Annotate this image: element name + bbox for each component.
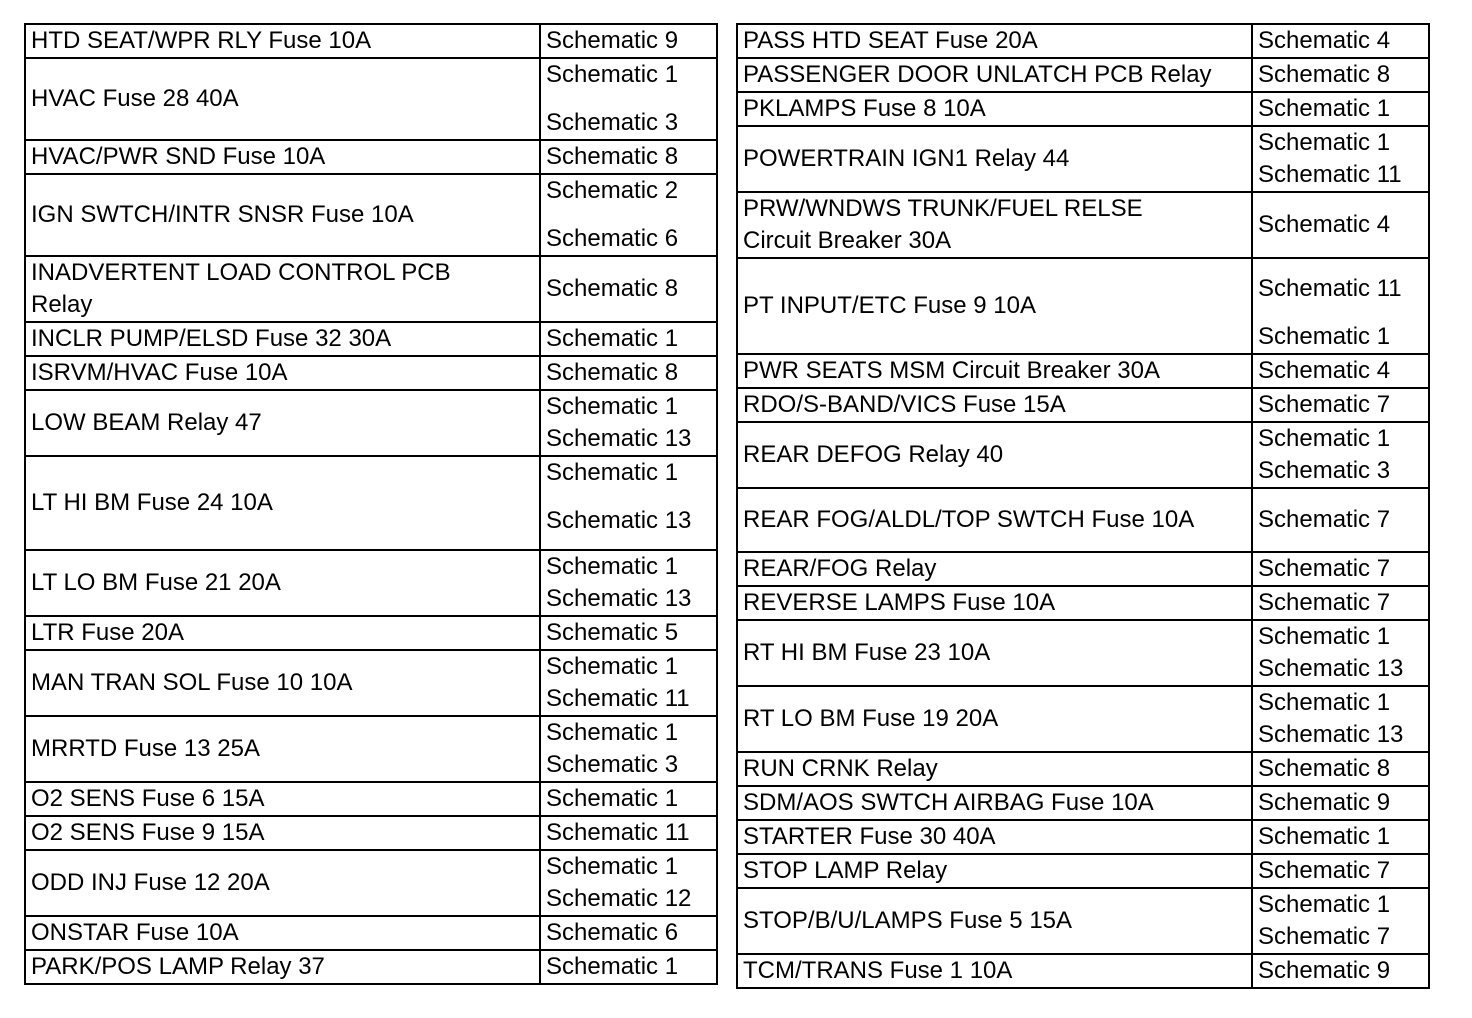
component-name: PARK/POS LAMP Relay 37 <box>25 950 540 984</box>
schematic-cell <box>540 916 717 950</box>
schematic-ref: Schematic 13 <box>546 585 692 612</box>
schematic-ref: Schematic 8 <box>546 275 679 302</box>
fuse-table-right <box>736 23 1430 989</box>
component-name: RDO/S-BAND/VICS Fuse 15A <box>737 388 1252 422</box>
schematic-ref: Schematic 1 <box>546 325 679 352</box>
component-name: STARTER Fuse 30 40A <box>737 820 1252 854</box>
component-name: LT LO BM Fuse 21 20A <box>25 550 540 616</box>
schematic-cell <box>540 140 717 174</box>
schematic-ref: Schematic 3 <box>546 751 679 778</box>
component-name: REVERSE LAMPS Fuse 10A <box>737 586 1252 620</box>
table-row <box>737 24 1429 58</box>
table-row <box>737 354 1429 388</box>
schematic-cell <box>1252 354 1429 388</box>
schematic-cell <box>540 716 717 782</box>
component-name <box>737 192 1252 258</box>
schematic-ref: Schematic 5 <box>546 619 679 646</box>
schematic-ref: Schematic 11 <box>1258 161 1402 188</box>
component-name: MAN TRAN SOL Fuse 10 10A <box>25 650 540 716</box>
component-name <box>25 256 540 322</box>
schematic-ref: Schematic 12 <box>546 885 692 912</box>
schematic-ref: Schematic 1 <box>1258 129 1391 156</box>
table-row <box>25 390 717 456</box>
schematic-ref: Schematic 7 <box>1258 857 1391 884</box>
table-row <box>25 716 717 782</box>
table-row <box>737 126 1429 192</box>
schematic-ref: Schematic 13 <box>1258 655 1404 682</box>
schematic-cell <box>1252 24 1429 58</box>
schematic-cell <box>540 782 717 816</box>
schematic-cell <box>1252 888 1429 954</box>
schematic-ref: Schematic 4 <box>1258 357 1391 384</box>
component-name-text: INADVERTENT LOAD CONTROL PCB Relay <box>31 259 451 318</box>
component-name: IGN SWTCH/INTR SNSR Fuse 10A <box>25 174 540 256</box>
schematic-cell <box>1252 620 1429 686</box>
schematic-ref: Schematic 1 <box>546 785 679 812</box>
schematic-ref: Schematic 1 <box>1258 425 1391 452</box>
table-row <box>25 322 717 356</box>
schematic-ref: Schematic 1 <box>1258 623 1391 650</box>
table-row <box>737 58 1429 92</box>
schematic-cell <box>1252 58 1429 92</box>
component-name: HTD SEAT/WPR RLY Fuse 10A <box>25 24 540 58</box>
component-name: RUN CRNK Relay <box>737 752 1252 786</box>
table-row <box>737 686 1429 752</box>
component-name: TCM/TRANS Fuse 1 10A <box>737 954 1252 988</box>
table-row <box>737 820 1429 854</box>
schematic-ref: Schematic 3 <box>546 109 679 136</box>
schematic-ref: Schematic 1 <box>546 719 679 746</box>
component-name: HVAC/PWR SND Fuse 10A <box>25 140 540 174</box>
schematic-cell <box>1252 686 1429 752</box>
component-name: PKLAMPS Fuse 8 10A <box>737 92 1252 126</box>
schematic-ref: Schematic 1 <box>1258 689 1391 716</box>
component-name: HVAC Fuse 28 40A <box>25 58 540 140</box>
table-row <box>25 256 717 322</box>
schematic-cell <box>540 24 717 58</box>
schematic-cell <box>540 550 717 616</box>
table-row <box>737 854 1429 888</box>
schematic-ref: Schematic 2 <box>546 177 679 204</box>
component-name: SDM/AOS SWTCH AIRBAG Fuse 10A <box>737 786 1252 820</box>
schematic-cell <box>540 356 717 390</box>
schematic-ref: Schematic 13 <box>546 507 692 534</box>
schematic-ref: Schematic 9 <box>1258 957 1391 984</box>
table-row <box>737 552 1429 586</box>
schematic-ref: Schematic 7 <box>1258 391 1391 418</box>
table-row <box>25 140 717 174</box>
component-name: REAR/FOG Relay <box>737 552 1252 586</box>
schematic-cell <box>540 390 717 456</box>
component-name: O2 SENS Fuse 9 15A <box>25 816 540 850</box>
table-row <box>737 786 1429 820</box>
table-row <box>737 888 1429 954</box>
table-row <box>25 650 717 716</box>
component-name: ODD INJ Fuse 12 20A <box>25 850 540 916</box>
component-name: STOP LAMP Relay <box>737 854 1252 888</box>
schematic-ref: Schematic 11 <box>546 685 690 712</box>
component-name: LT HI BM Fuse 24 10A <box>25 456 540 550</box>
fuse-table-left <box>24 23 718 985</box>
schematic-cell <box>1252 258 1429 354</box>
component-name: POWERTRAIN IGN1 Relay 44 <box>737 126 1252 192</box>
schematic-cell <box>1252 854 1429 888</box>
component-name: ONSTAR Fuse 10A <box>25 916 540 950</box>
schematic-ref: Schematic 7 <box>1258 506 1391 533</box>
schematic-ref: Schematic 6 <box>546 919 679 946</box>
table-row <box>25 58 717 140</box>
schematic-ref: Schematic 8 <box>546 359 679 386</box>
schematic-ref: Schematic 1 <box>1258 823 1391 850</box>
component-name: INCLR PUMP/ELSD Fuse 32 30A <box>25 322 540 356</box>
schematic-cell <box>1252 552 1429 586</box>
table-row <box>25 456 717 550</box>
schematic-ref: Schematic 11 <box>546 819 690 846</box>
component-name: O2 SENS Fuse 6 15A <box>25 782 540 816</box>
component-name: PWR SEATS MSM Circuit Breaker 30A <box>737 354 1252 388</box>
table-row <box>737 192 1429 258</box>
schematic-cell <box>1252 488 1429 552</box>
table-row <box>737 586 1429 620</box>
table-row <box>25 816 717 850</box>
schematic-ref: Schematic 7 <box>1258 555 1391 582</box>
schematic-cell <box>1252 92 1429 126</box>
schematic-cell <box>540 58 717 140</box>
schematic-cell <box>1252 586 1429 620</box>
spacer <box>1258 259 1428 273</box>
component-name: LOW BEAM Relay 47 <box>25 390 540 456</box>
schematic-ref: Schematic 1 <box>546 393 679 420</box>
schematic-ref: Schematic 13 <box>546 425 692 452</box>
schematic-cell <box>540 816 717 850</box>
component-name: STOP/B/U/LAMPS Fuse 5 15A <box>737 888 1252 954</box>
schematic-ref: Schematic 4 <box>1258 211 1391 238</box>
component-name: ISRVM/HVAC Fuse 10A <box>25 356 540 390</box>
schematic-cell <box>1252 820 1429 854</box>
table-row <box>737 258 1429 354</box>
schematic-ref: Schematic 1 <box>546 653 679 680</box>
table-row <box>737 92 1429 126</box>
table-row <box>25 916 717 950</box>
table-row <box>25 550 717 616</box>
schematic-ref: Schematic 6 <box>546 225 679 252</box>
schematic-cell <box>1252 388 1429 422</box>
table-row <box>25 174 717 256</box>
component-name-text: PRW/WNDWS TRUNK/FUEL RELSE Circuit Breaker 30A <box>743 195 1143 254</box>
component-name <box>737 58 1252 92</box>
schematic-ref: Schematic 1 <box>546 953 679 980</box>
schematic-cell <box>540 650 717 716</box>
schematic-cell <box>540 616 717 650</box>
table-row <box>25 356 717 390</box>
schematic-ref: Schematic 8 <box>1258 755 1391 782</box>
table-row <box>737 422 1429 488</box>
table-row <box>25 850 717 916</box>
schematic-ref: Schematic 4 <box>1258 27 1391 54</box>
schematic-ref: Schematic 8 <box>546 143 679 170</box>
schematic-cell <box>1252 752 1429 786</box>
schematic-ref: Schematic 1 <box>546 459 679 486</box>
schematic-cell <box>540 850 717 916</box>
component-name: RT HI BM Fuse 23 10A <box>737 620 1252 686</box>
component-name: RT LO BM Fuse 19 20A <box>737 686 1252 752</box>
schematic-ref: Schematic 3 <box>1258 457 1391 484</box>
component-name: REAR DEFOG Relay 40 <box>737 422 1252 488</box>
table-row <box>737 752 1429 786</box>
schematic-cell <box>1252 954 1429 988</box>
schematic-ref: Schematic 1 <box>546 853 679 880</box>
schematic-ref: Schematic 8 <box>1258 61 1391 88</box>
component-name: MRRTD Fuse 13 25A <box>25 716 540 782</box>
schematic-cell <box>540 174 717 256</box>
schematic-cell <box>540 322 717 356</box>
schematic-ref: Schematic 1 <box>546 61 679 88</box>
schematic-ref: Schematic 7 <box>1258 589 1391 616</box>
schematic-cell <box>540 950 717 984</box>
schematic-cell <box>1252 126 1429 192</box>
schematic-cell <box>1252 786 1429 820</box>
schematic-ref: Schematic 1 <box>1258 891 1391 918</box>
component-name-text: PASSENGER DOOR UNLATCH PCB Relay <box>743 61 1212 88</box>
table-row <box>737 620 1429 686</box>
table-row <box>737 488 1429 552</box>
table-row <box>25 616 717 650</box>
component-name: REAR FOG/ALDL/TOP SWTCH Fuse 10A <box>737 488 1252 552</box>
schematic-cell <box>1252 422 1429 488</box>
schematic-ref: Schematic 7 <box>1258 923 1391 950</box>
table-row <box>737 388 1429 422</box>
schematic-ref: Schematic 13 <box>1258 721 1404 748</box>
schematic-ref: Schematic 1 <box>1258 95 1391 122</box>
schematic-ref: Schematic 9 <box>1258 789 1391 816</box>
schematic-ref: Schematic 11 <box>1258 275 1402 302</box>
schematic-ref: Schematic 9 <box>546 27 679 54</box>
schematic-ref: Schematic 1 <box>546 553 679 580</box>
spacer <box>546 537 716 549</box>
schematic-ref: Schematic 1 <box>1258 323 1391 350</box>
component-name: PASS HTD SEAT Fuse 20A <box>737 24 1252 58</box>
schematic-cell <box>540 256 717 322</box>
table-row <box>737 954 1429 988</box>
component-name: LTR Fuse 20A <box>25 616 540 650</box>
schematic-cell <box>1252 192 1429 258</box>
component-name: PT INPUT/ETC Fuse 9 10A <box>737 258 1252 354</box>
table-row <box>25 782 717 816</box>
table-row <box>25 950 717 984</box>
schematic-cell <box>540 456 717 550</box>
table-row <box>25 24 717 58</box>
